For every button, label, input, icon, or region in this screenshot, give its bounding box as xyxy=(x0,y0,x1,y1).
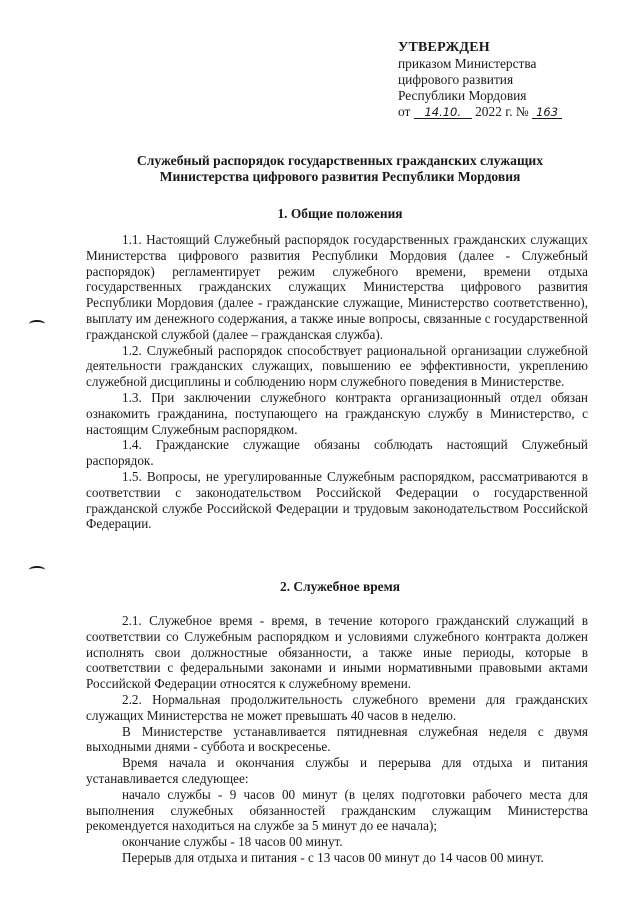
paragraph-2-2: 2.2. Нормальная продолжительность служебного времени для гражданских служащих Министерства не может превышать 40 часов в неделю. xyxy=(86,691,588,723)
paragraph-2-5: начало службы - 9 часов 00 минут (в целях подготовки рабочего места для выполнения служебных обязанностей гражданским служащим Министерства рекомендуется находиться на службе за 5 минут до ее начала); xyxy=(86,786,588,834)
approval-line-1: приказом Министерства xyxy=(398,56,537,71)
section-1-body xyxy=(86,232,588,532)
document-title xyxy=(60,153,620,185)
section-2-heading: 2. Служебное время xyxy=(280,579,400,594)
paragraph-2-3: В Министерстве устанавливается пятидневная служебная неделя с двумя выходными днями - суббота и воскресенье. xyxy=(86,723,588,755)
paragraph-1-2: 1.2. Служебный распорядок способствует рациональной организации служебной деятельности гражданских служащих, повышению ее эффективности, укреплению служебной дисциплины и соблюдению норм служебного поведения в Министерстве. xyxy=(86,342,588,390)
approval-heading: УТВЕРЖДЕН xyxy=(398,40,490,55)
document-title-line-1: Служебный распорядок государственных гражданских служащих xyxy=(136,153,544,168)
margin-punch-mark xyxy=(29,320,45,328)
section-2-body xyxy=(86,613,588,866)
order-prefix: от xyxy=(398,104,411,119)
approval-line-2: цифрового развития xyxy=(398,72,514,87)
paragraph-1-5: 1.5. Вопросы, не урегулированные Служебным распорядком, рассматриваются в соответствии с законодательством Российской Федерации о государственной гражданской службе Российской Федерации и трудовым законодательством Российской Федерации. xyxy=(86,468,588,532)
order-year: 2022 г. № xyxy=(475,104,529,119)
order-date-handwritten: 14.10. xyxy=(414,106,472,119)
paragraph-1-1: 1.1. Настоящий Служебный распорядок государственных гражданских служащих Министерства цифрового развития Республики Мордовия (далее - Служебный распорядок) регламентирует режим служебного времени, времени отдыха государственных гражданских служащих Министерства цифрового развития Республики Мордовия (далее - гражданские служащие, Министерство соответственно), выплату им денежного содержания, а также иные вопросы, связанные с государственной гражданской службой (далее – гражданская служба). xyxy=(86,232,588,342)
approval-order-line xyxy=(398,104,598,120)
approval-stamp-block xyxy=(398,40,598,120)
section-1-heading: 1. Общие положения xyxy=(277,206,403,221)
approval-line-3: Республики Мордовия xyxy=(398,88,527,103)
order-number-handwritten: 163 xyxy=(532,106,562,119)
document-title-line-2: Министерства цифрового развития Республики Мордовия xyxy=(159,169,521,184)
paragraph-1-3: 1.3. При заключении служебного контракта организационный отдел обязан ознакомить гражданина, поступающего на гражданскую службу в Министерство, с настоящим Служебным распорядком. xyxy=(86,389,588,437)
paragraph-2-4: Время начала и окончания службы и перерыва для отдыха и питания устанавливается следующее: xyxy=(86,755,588,786)
paragraph-1-4: 1.4. Гражданские служащие обязаны соблюдать настоящий Служебный распорядок. xyxy=(86,437,588,469)
paragraph-2-6: окончание службы - 18 часов 00 минут. xyxy=(122,834,343,850)
paragraph-2-7: Перерыв для отдыха и питания - с 13 часов 00 минут до 14 часов 00 минут. xyxy=(122,849,544,865)
margin-punch-mark xyxy=(29,566,45,574)
paragraph-2-1: 2.1. Служебное время - время, в течение которого гражданский служащий в соответствии со Служебным распорядком и условиями служебного контракта должен исполнять свои должностные обязанности, а также иные периоды, которые в соответствии с федеральными законами и иными нормативными правовыми актами Российской Федерации относятся к служебному времени. xyxy=(86,613,588,692)
